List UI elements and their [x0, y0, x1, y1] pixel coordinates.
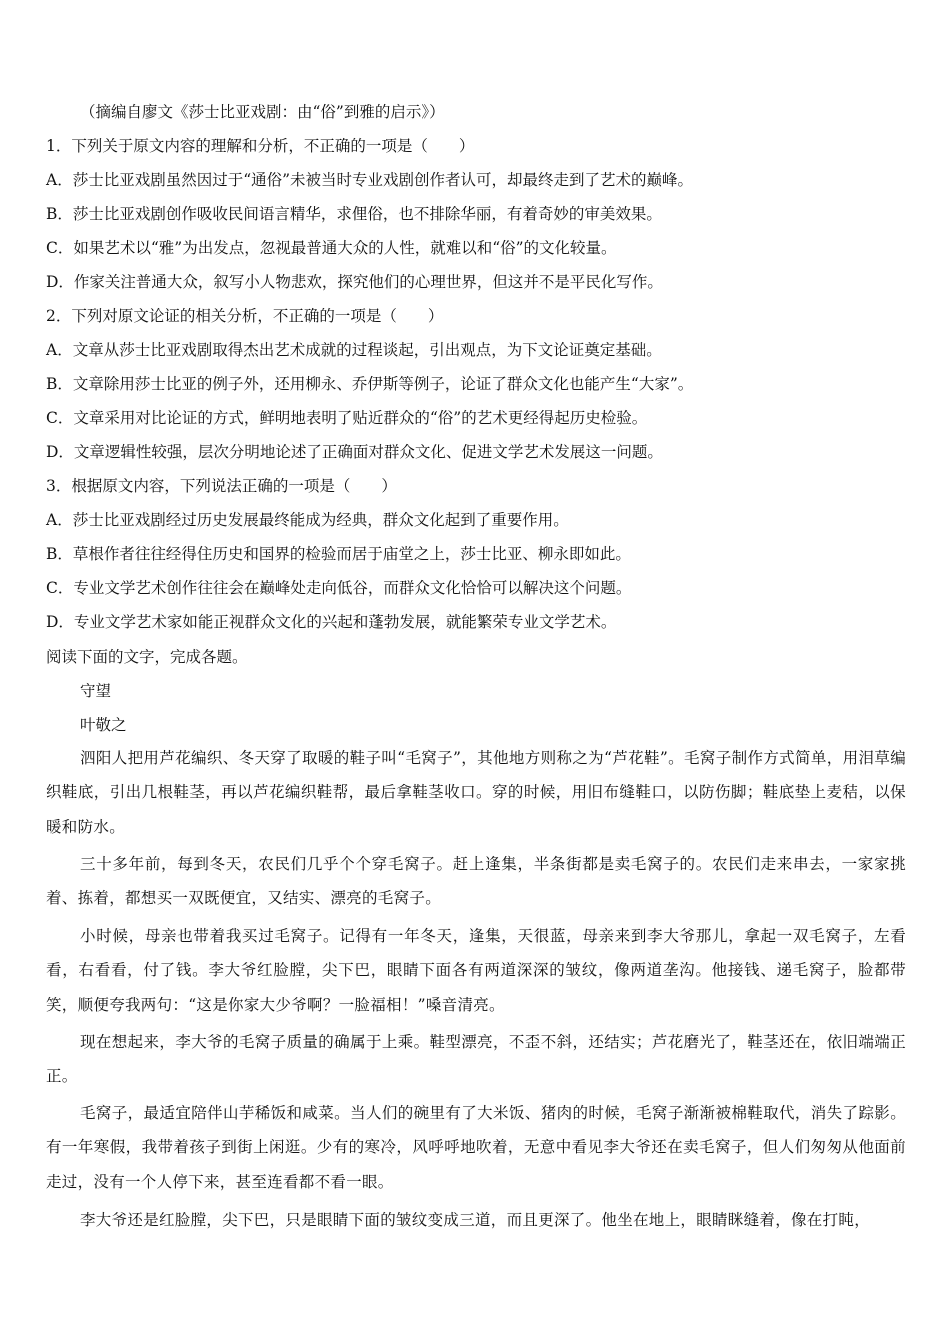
question-1-option-b: B．莎士比亚戏剧创作吸收民间语言精华，求俚俗，也不排除华丽，有着奇妙的审美效果。 — [46, 205, 662, 223]
question-1-option-d: D．作家关注普通大众，叙写小人物悲欢，探究他们的心理世界，但这并不是平民化写作。 — [46, 273, 663, 291]
question-2-option-b: B．文章除用莎士比亚的例子外，还用柳永、乔伊斯等例子，论证了群众文化也能产生“大家”。 — [46, 375, 694, 393]
story-paragraph: 三十多年前，每到冬天，农民们几乎个个穿毛窝子。赶上逢集，半条街都是卖毛窝子的。农民们走来串去，一家家挑着、拣着，都想买一双既便宜，又结实、漂亮的毛窝子。 — [46, 855, 906, 908]
story-paragraph: 现在想起来，李大爷的毛窝子质量的确属于上乘。鞋型漂亮，不歪不斜，还结实；芦花磨光了，鞋茎还在，依旧端端正正。 — [46, 1033, 906, 1086]
question-1-stem: 1．下列关于原文内容的理解和分析，不正确的一项是（ ） — [46, 137, 475, 155]
reading-instruction: 阅读下面的文字，完成各题。 — [46, 648, 248, 666]
question-2-option-a: A．文章从莎士比亚戏剧取得杰出艺术成就的过程谈起，引出观点，为下文论证奠定基础。 — [46, 341, 662, 359]
story-paragraph: 泗阳人把用芦花编织、冬天穿了取暖的鞋子叫“毛窝子”，其他地方则称之为“芦花鞋”。毛窝子制作方式简单，用泪草编织鞋底，引出几根鞋茎，再以芦花编织鞋帮，最后拿鞋茎收口。穿的时候，用旧布缝鞋口，以防伤脚；鞋底垫上麦秸，以保暖和防水。 — [46, 749, 906, 836]
question-3-option-a: A．莎士比亚戏剧经过历史发展最终能成为经典，群众文化起到了重要作用。 — [46, 511, 569, 529]
question-1-option-a: A．莎士比亚戏剧虽然因过于“通俗”未被当时专业戏剧创作者认可，却最终走到了艺术的巅峰。 — [46, 171, 694, 189]
story-title: 守望 — [80, 682, 112, 700]
story-paragraph: 毛窝子，最适宜陪伴山芋稀饭和咸菜。当人们的碗里有了大米饭、猪肉的时候，毛窝子渐渐被棉鞋取代，消失了踪影。有一年寒假，我带着孩子到街上闲逛。少有的寒冷，风呼呼地吹着，无意中看见李大爷还在卖毛窝子，但人们匆匆从他面前走过，没有一个人停下来，甚至连看都不看一眼。 — [46, 1104, 906, 1191]
question-3-stem: 3．根据原文内容，下列说法正确的一项是（ ） — [46, 477, 397, 495]
story-author: 叶敬之 — [80, 716, 127, 734]
question-2-stem: 2．下列对原文论证的相关分析，不正确的一项是（ ） — [46, 307, 444, 325]
question-2-option-d: D．文章逻辑性较强，层次分明地论述了正确面对群众文化、促进文学艺术发展这一问题。 — [46, 443, 663, 461]
story-paragraph: 李大爷还是红脸膛，尖下巴，只是眼睛下面的皱纹变成三道，而且更深了。他坐在地上，眼睛眯缝着，像在打盹， — [80, 1211, 871, 1229]
question-2-option-c: C．文章采用对比论证的方式，鲜明地表明了贴近群众的“俗”的艺术更经得起历史检验。 — [46, 409, 648, 427]
question-3-option-b: B．草根作者往往经得住历史和国界的检验而居于庙堂之上，莎士比亚、柳永即如此。 — [46, 545, 631, 563]
source-note: （摘编自廖文《莎士比亚戏剧：由“俗”到雅的启示》） — [80, 103, 445, 121]
question-3-option-d: D．专业文学艺术家如能正视群众文化的兴起和蓬勃发展，就能繁荣专业文学艺术。 — [46, 613, 617, 631]
question-1-option-c: C．如果艺术以“雅”为出发点，忽视最普通大众的人性，就难以和“俗”的文化较量。 — [46, 239, 617, 257]
question-3-option-c: C．专业文学艺术创作往往会在巅峰处走向低谷，而群众文化恰恰可以解决这个问题。 — [46, 579, 632, 597]
story-paragraph: 小时候，母亲也带着我买过毛窝子。记得有一年冬天，逢集，天很蓝，母亲来到李大爷那儿，拿起一双毛窝子，左看看，右看看，付了钱。李大爷红脸膛，尖下巴，眼睛下面各有两道深深的皱纹，像两道垄沟。他接钱、递毛窝子，脸都带笑，顺便夸我两句：“这是你家大少爷啊？一脸福相！”嗓音清亮。 — [46, 927, 906, 1014]
